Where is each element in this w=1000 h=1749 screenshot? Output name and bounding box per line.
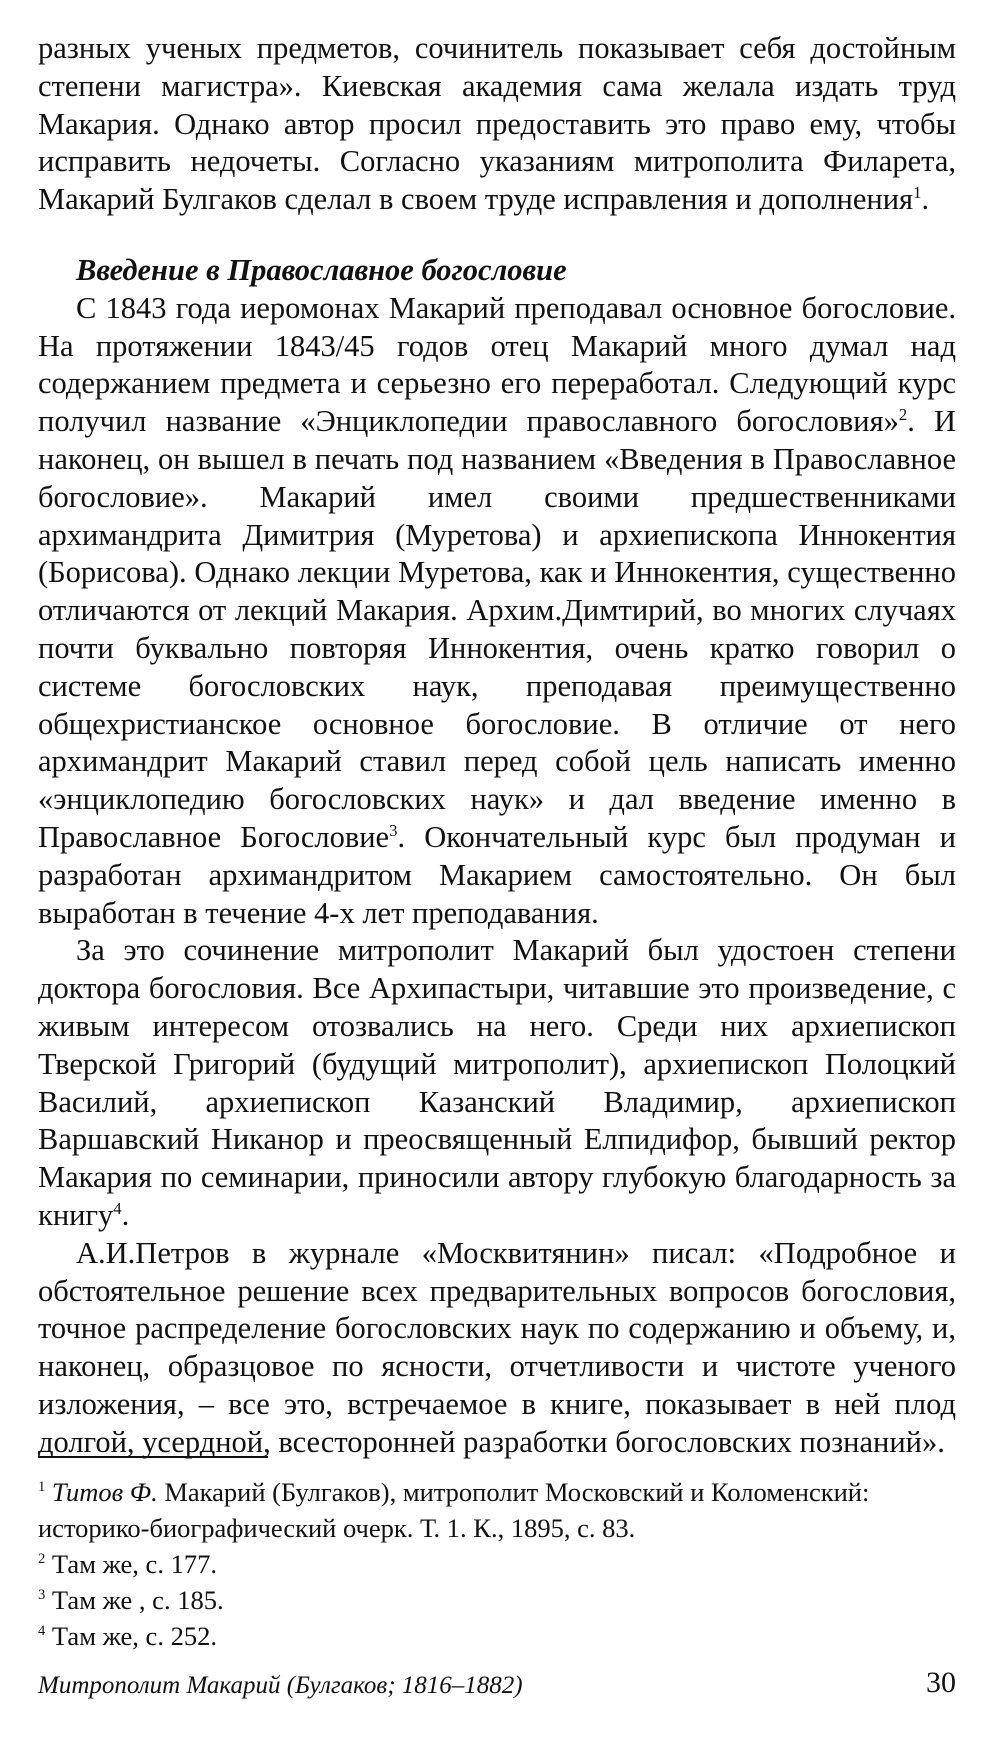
footnote-4 <box>38 1618 956 1654</box>
footnote-number: 4 <box>38 1623 46 1640</box>
footnote-text: Там же, с. 177. <box>45 1549 217 1579</box>
footnote-ref[interactable]: 1 <box>913 183 922 203</box>
page-footer <box>38 1666 956 1706</box>
paragraph-text: За это сочинение митрополит Макарий был удостоен степени доктора богословия. Все Архипастыри, читавшие это произведение, с живым интересом отозвались на него. Среди них архиепископ Тверской Григорий (будущий митрополит), архиепископ Полоцкий Василий, архиепископ Казанский Владимир, архиепископ Варшавский Никанор и преосвященный Елпидифор, бывший ректор Макария по семинарии, приносили автору глубокую благодарность за книгу <box>38 933 956 1232</box>
running-head: Митрополит Макарий (Булгаков; 1816–1882) <box>38 1672 523 1699</box>
footnote-ref[interactable]: 2 <box>898 405 908 425</box>
footnote-text: Там же, с. 252. <box>45 1621 217 1651</box>
footnote-3 <box>38 1582 956 1618</box>
footnote-ref[interactable]: 4 <box>113 1198 122 1218</box>
footnote-number: 2 <box>38 1551 46 1568</box>
footnote-ref[interactable]: 3 <box>389 820 398 840</box>
page-number: 30 <box>926 1666 956 1699</box>
paragraph-1 <box>38 290 956 933</box>
paragraph-text: . И наконец, он вышел в печать под названием «Введения в Православное богословие». Макарий имел своими предшественниками архимандрита Димитрия (Муретова) и архиепископа Иннокентия (Борисова). Однако лекции Муретова, как и Иннокентия, существенно отличаются от лекций Макария. Архим.Димтирий, во многих случаях почти буквально повторяя Иннокентия, очень кратко говорил о системе богословских наук, преподавая преимущественно общехристианское основное богословие. В отличие от него архимандрит Макарий ставил перед собой цель написать именно «энциклопедию богословских наук» и дал введение именно в Православное Богословие <box>38 404 957 854</box>
paragraph-text-end: . <box>921 182 930 217</box>
footnote-text: Там же , с. 185. <box>45 1585 224 1615</box>
main-text <box>38 30 956 1461</box>
paragraph-continued <box>38 30 956 219</box>
paragraph-text: С 1843 года иеромонах Макарий преподавал основное богословие. На протяжении 1843/45 годов отец Макарий много думал над содержанием предмета и серьезно его переработал. Следующий курс получил название «Энциклопедии православного богословия» <box>38 290 956 439</box>
paragraph-text: . Окончательный курс был продуман и разработан архимандритом Макарием самостоятельно. Он был выработан в течение 4-х лет преподавания. <box>38 819 956 930</box>
footnote-2 <box>38 1546 956 1582</box>
paragraph-3 <box>38 1235 956 1462</box>
paragraph-2 <box>38 932 956 1234</box>
footnote-text: Макарий (Булгаков), митрополит Московский и Коломенский: историко-биографический очерк. Т. 1. К., 1895, с. 83. <box>38 1477 870 1543</box>
paragraph-text: разных ученых предметов, сочинитель показывает себя достойным степени магистра». Киевская академия сама желала издать труд Макария. Однако автор просил предоставить это право ему, чтобы исправить недочеты. Согласно указаниям митрополита Филарета, Макарий Булгаков сделал в своем труде исправления и дополнения <box>38 31 956 217</box>
footnote-number: 3 <box>38 1587 46 1604</box>
footnotes <box>38 1474 956 1654</box>
footnote-author: Титов Ф. <box>51 1477 158 1507</box>
footnote-separator <box>38 1456 268 1458</box>
document-page <box>38 30 956 1720</box>
paragraph-text: А.И.Петров в журнале «Москвитянин» писал: «Подробное и обстоятельное решение всех предварительных вопросов богословия, точное распределение богословских наук по содержанию и объему, и, наконец, образцовое по ясности, отчетливости и чистоте ученого изложения, – все это, встречаемое в книге, показывает в ней плод долгой, усердной, всесторонней разработки богословских познаний». <box>38 1235 956 1459</box>
section-heading: Введение в Православное богословие <box>76 252 567 287</box>
paragraph-text-end: . <box>121 1197 130 1232</box>
footnote-number: 1 <box>38 1479 46 1496</box>
footnote-1 <box>38 1474 956 1546</box>
